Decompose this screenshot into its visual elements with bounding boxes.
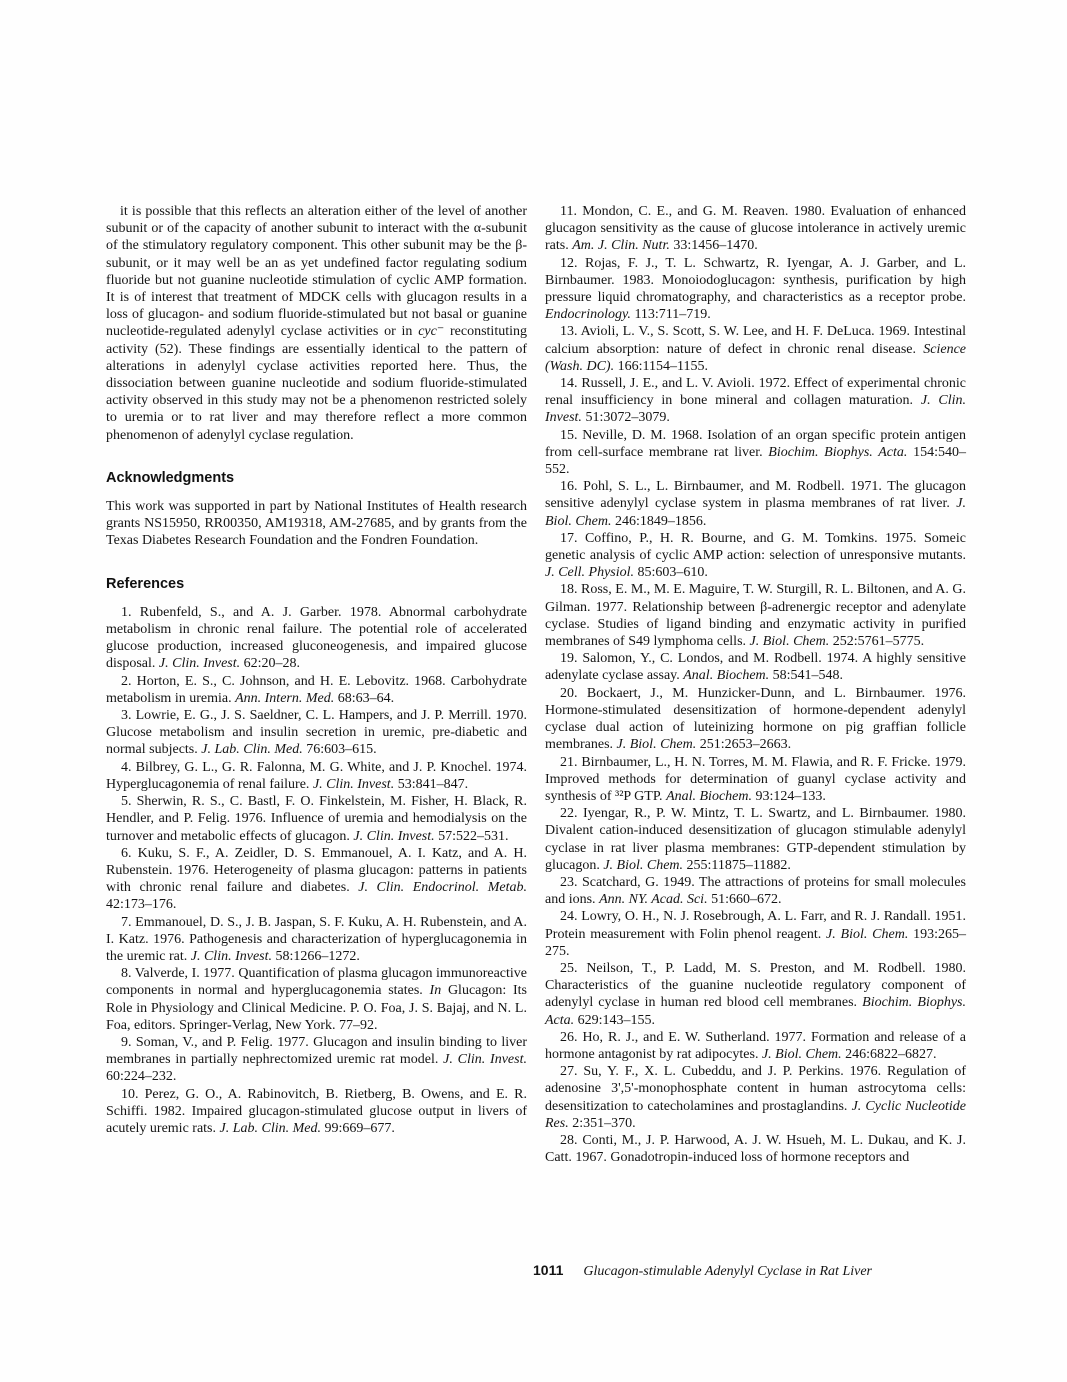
reference-item: 7. Emmanouel, D. S., J. B. Jaspan, S. F. Kuku, A. H. Rubenstein, and A. I. Katz. 1976. Pathogenesis and characterization of hyperglucagonemia in the uremic rat. J. Clin. Invest. 58:1266–1272. <box>106 914 527 964</box>
reference-item: 19. Salomon, Y., C. Londos, and M. Rodbell. 1974. A highly sensitive adenylate cyclase assay. Anal. Biochem. 58:541–548. <box>545 651 966 684</box>
reference-item: 24. Lowry, O. H., N. J. Rosebrough, A. L. Farr, and R. J. Randall. 1951. Protein measurement with Folin phenol reagent. J. Biol. Chem. 193:265–275. <box>545 909 967 959</box>
reference-item: 21. Birnbaumer, L., H. N. Torres, M. M. Flawia, and R. F. Fricke. 1979. Improved methods for determination of guanyl cyclase activity and synthesis of ³²P GTP. Anal. Biochem. 93:124–133. <box>545 754 966 804</box>
references-list-right <box>545 203 966 1166</box>
reference-item: 27. Su, Y. F., X. L. Cubeddu, and J. P. Perkins. 1976. Regulation of adenosine 3',5'-monophosphate content in human astrocytoma cells: desensitization to catecholamines and prostaglandins. J. Cyclic Nucleotide Res. 2:351–370. <box>545 1064 967 1131</box>
body-paragraph: it is possible that this reflects an alteration either of the level of another subunit or of the capacity of another subunit to interact with the α-subunit of the stimulatory regulatory component. This other subunit may be the β-subunit, or it may well be an as yet undefined factor regulating sodium fluoride but not guanine nucleotide stimulation of cyclic AMP formation. It is of interest that treatment of MDCK cells with glucagon results in a loss of glucagon- and sodium fluoride-stimulated but not basal or guanine nucleotide-regulated adenylyl cyclase activities or in cyc⁻ reconstituting activity (52). These findings are essentially identical to the pattern of alterations in adenylyl cyclase activities reported here. Thus, the dissociation between guanine nucleotide and sodium fluoride-stimulated activity observed in this study may not be a phenomenon restricted solely to uremia or to rat liver and may therefore reflect a more common phenomenon of adenylyl cyclase regulation. <box>106 204 527 443</box>
reference-item: 22. Iyengar, R., P. W. Mintz, T. L. Swartz, and L. Birnbaumer. 1980. Divalent cation-induced desensitization of glucagon stimulable adenylyl cyclase in rat liver plasma membranes: GTP-dependent stimulation by glucagon. J. Biol. Chem. 255:11875–11882. <box>545 806 966 873</box>
reference-item: 25. Neilson, T., P. Ladd, M. S. Preston, and M. Rodbell. 1980. Characteristics of the guanine nucleotide regulatory component of adenylyl cyclase in human red blood cell membranes. Biochim. Biophys. Acta. 629:143–155. <box>545 960 966 1028</box>
reference-item: 18. Ross, E. M., M. E. Maguire, T. W. Sturgill, R. L. Biltonen, and A. G. Gilman. 1977. Relationship between β-adrenergic receptor and adenylate cyclase. Studies of ligand binding and enzymatic activity in purified membranes of S49 lymphoma cells. J. Biol. Chem. 252:5761–5775. <box>545 582 966 650</box>
reference-item: 26. Ho, R. J., and E. W. Sutherland. 1977. Formation and release of a hormone antagonist by rat adipocytes. J. Biol. Chem. 246:6822–6827. <box>545 1029 966 1062</box>
reference-item: 14. Russell, J. E., and L. V. Avioli. 1972. Effect of experimental chronic renal insufficiency in bone mineral and collagen maturation. J. Clin. Invest. 51:3072–3079. <box>545 376 966 426</box>
reference-item: 10. Perez, G. O., A. Rabinovitch, B. Rietberg, B. Owens, and E. R. Schiffi. 1982. Impaired glucagon-stimulated glucose output in livers of acutely uremic rats. J. Lab. Clin. Med. 99:669–677. <box>106 1086 527 1136</box>
reference-item: 2. Horton, E. S., C. Johnson, and H. E. Lebovitz. 1968. Carbohydrate metabolism in uremia. Ann. Intern. Med. 68:63–64. <box>106 673 527 706</box>
references-list-left <box>106 604 527 1137</box>
reference-item: 3. Lowrie, E. G., J. S. Saeldner, C. L. Hampers, and J. P. Merrill. 1970. Glucose metabolism and insulin secretion in uremic, pre-diabetic and normal subjects. J. Lab. Clin. Med. 76:603–615. <box>106 708 527 758</box>
reference-item: 6. Kuku, S. F., A. Zeidler, D. S. Emmanouel, A. I. Katz, and A. H. Rubenstein. 1976. Heterogeneity of plasma glucagon: patterns in patients with chronic renal failure and diabetes. J. Clin. Endocrinol. Metab. 42:173–176. <box>106 845 528 913</box>
references-heading: References <box>106 575 185 592</box>
reference-item: 5. Sherwin, R. S., C. Bastl, F. O. Finkelstein, M. Fisher, H. Black, R. Hendler, and P. Felig. 1976. Influence of uremia and hemodialysis on the turnover and metabolic effects of glucagon. J. Clin. Invest. 57:522–531. <box>106 794 527 844</box>
left-column <box>106 203 527 1166</box>
running-title: Glucagon-stimulable Adenylyl Cyclase in Rat Liver <box>583 1264 873 1279</box>
reference-item: 13. Avioli, L. V., S. Scott, S. W. Lee, and H. F. DeLuca. 1969. Intestinal calcium absorption: nature of defect in chronic renal disease. Science (Wash. DC). 166:1154–1155. <box>545 324 966 374</box>
page-footer <box>533 1262 872 1280</box>
reference-item: 4. Bilbrey, G. L., G. R. Falonna, M. G. White, and J. P. Knochel. 1974. Hyperglucagonemia of renal failure. J. Clin. Invest. 53:841–847. <box>106 759 527 792</box>
acknowledgments-heading: Acknowledgments <box>106 469 235 486</box>
reference-item: 16. Pohl, S. L., L. Birnbaumer, and M. Rodbell. 1971. The glucagon sensitive adenylyl cyclase system in plasma membranes of rat liver. J. Biol. Chem. 246:1849–1856. <box>545 479 966 529</box>
acknowledgments-text: This work was supported in part by National Institutes of Health research grants NS15950, RR00350, AM19318, AM-27685, and by grants from the Texas Diabetes Research Foundation and the Fondren Foundation. <box>106 499 527 549</box>
reference-item: 1. Rubenfeld, S., and A. J. Garber. 1978. Abnormal carbohydrate metabolism in chronic renal failure. The potential role of accelerated glucose production, increased gluconeogenesis, and impaired glucose disposal. J. Clin. Invest. 62:20–28. <box>106 604 527 672</box>
reference-item: 17. Coffino, P., H. R. Bourne, and G. M. Tomkins. 1975. Someic genetic analysis of cyclic AMP action: selection of unresponsive mutants. J. Cell. Physiol. 85:603–610. <box>545 530 966 581</box>
page-number: 1011 <box>533 1262 564 1278</box>
reference-item: 8. Valverde, I. 1977. Quantification of plasma glucagon immunoreactive components in normal and hyperglucagonemia states. In Glucagon: Its Role in Physiology and Clinical Medicine. P. O. Foa, J. S. Bajaj, and N. L. Foa, editors. Springer-Verlag, New York. 77–92. <box>106 966 527 1033</box>
reference-item: 15. Neville, D. M. 1968. Isolation of an organ specific protein antigen from cell-surface membrane rat liver. Biochim. Biophys. Acta. 154:540–552. <box>545 427 966 478</box>
page-content <box>106 203 966 1166</box>
reference-item: 11. Mondon, C. E., and G. M. Reaven. 1980. Evaluation of enhanced glucagon sensitivity as the cause of glucose intolerance in actively uremic rats. Am. J. Clin. Nutr. 33:1456–1470. <box>545 204 966 254</box>
reference-item: 9. Soman, V., and P. Felig. 1977. Glucagon and insulin binding to liver membranes in partially nephrectomized uremic rat model. J. Clin. Invest. 60:224–232. <box>106 1034 527 1085</box>
right-column <box>545 203 966 1166</box>
reference-item: 12. Rojas, F. J., T. L. Schwartz, R. Iyengar, A. J. Garber, and L. Birnbaumer. 1983. Monoiodoglucagon: synthesis, purification by high pressure liquid chromatography, and characteristics as a receptor probe. Endocrinology. 113:711–719. <box>545 255 966 323</box>
reference-item: 20. Bockaert, J., M. Hunzicker-Dunn, and L. Birnbaumer. 1976. Hormone-stimulated desensitization of hormone-dependent adenylyl cyclase dual action of luteinizing hormone on pig graffian follicle membranes. J. Biol. Chem. 251:2653–2663. <box>545 685 966 753</box>
reference-item: 28. Conti, M., J. P. Harwood, A. J. W. Hsueh, M. L. Dukau, and K. J. Catt. 1967. Gonadotropin-induced loss of hormone receptors and <box>545 1132 966 1166</box>
reference-item: 23. Scatchard, G. 1949. The attractions of proteins for small molecules and ions. Ann. NY. Acad. Sci. 51:660–672. <box>545 874 966 908</box>
